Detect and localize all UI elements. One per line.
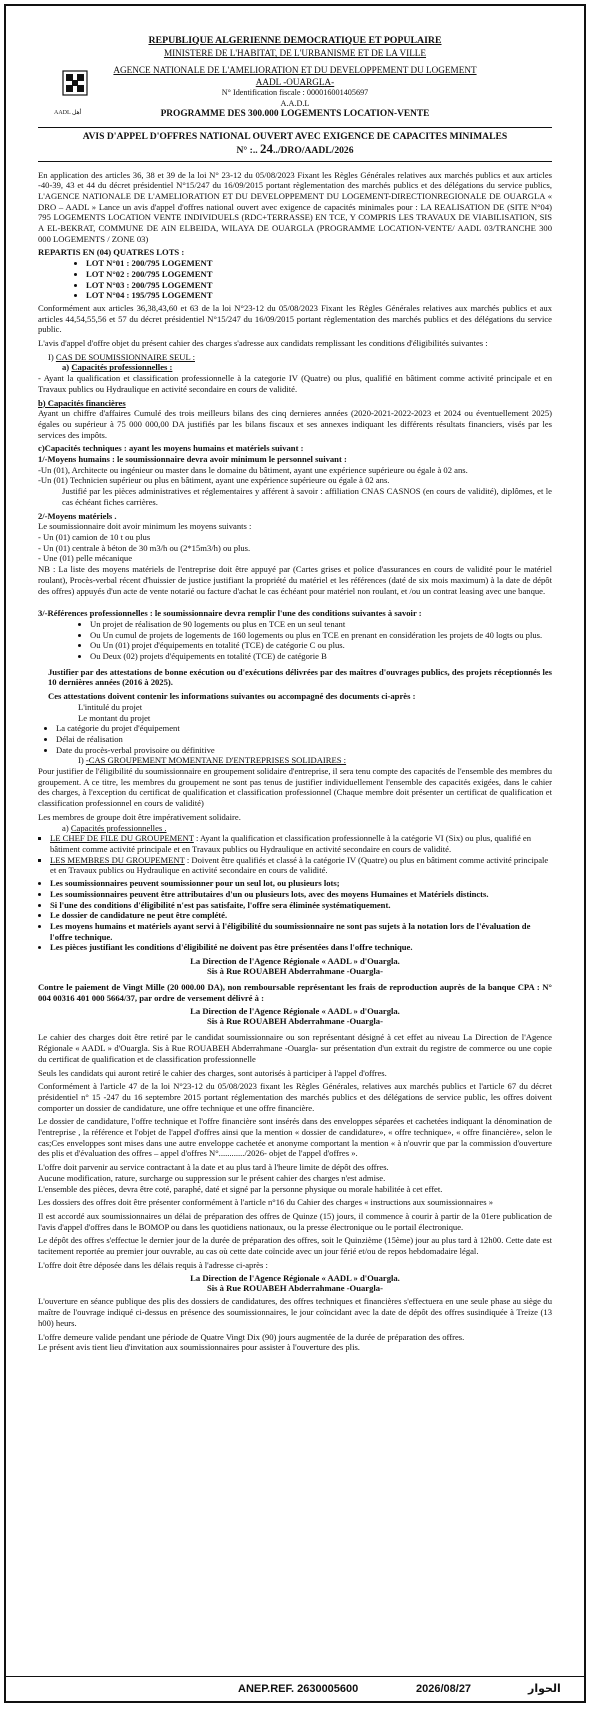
lots-heading: REPARTIS EN (04) QUATRES LOTS : xyxy=(38,247,185,258)
newspaper-name: الحوار xyxy=(528,1683,561,1695)
notice-number-value: 24 xyxy=(260,140,274,156)
membres-item xyxy=(50,855,552,876)
cas2-paragraph: Pour justifier de l'éligibilité du soumissionnaire en groupement solidaire d'entreprise, il sera tenu compte des capacités de l'ensemble des membres du groupement. A ce titre, les membres du groupement ne sont pas tenus de justifier individuellement l'ensemble des capacités exigées, dans le cahier des charges, à l'exception du certificat de qualification et classification professionnel (Chaque membre doit présenter un certificat de qualification et classification professionnel en cours de validité) xyxy=(38,766,552,809)
lot-item: • LOT N°03 : 200/795 LOGEMENT xyxy=(86,280,552,291)
moyens-materiels-title: 2/-Moyens matériels . xyxy=(38,510,117,521)
validite-line: L'offre demeure valide pendant une période de Quatre Vingt Dix (90) jours augmentée de la durée de préparation des offres. xyxy=(38,1331,465,1342)
present-line: Le présent avis tient lieu d'invitation aux soumissionnaires pour assister à l'ouverture des plis. xyxy=(38,1342,360,1353)
aadl-logo-icon xyxy=(62,70,88,104)
parvenir-line: L'offre doit parvenir au service contractant à la date et au plus tard à l'heure limite de dépôt des offres. xyxy=(38,1162,389,1173)
cas1-capacites-fin-text: Ayant un chiffre d'affaires Cumulé des trois meilleurs bilans des cinq dernieres années (2020-2021-2022-2023 et 2024 ou éventuellement 2025) égales ou supérieur à 75 000 000,00 DA justifiés par les bilans fiscaux et ses annexes indiquant les différents résultats financiers, visés par les services des impôts. xyxy=(38,408,552,440)
moyens-humains-item: -Un (01) Technicien supérieur ou plus en bâtiment, ayant une expérience supérieure ou égale à 02 ans. xyxy=(38,475,390,486)
intro-paragraph: En application des articles 36, 38 et 39 de la loi N° 23-12 du 05/08/2023 Fixant les Règles Générales relatives aux marchés publics et aux articles -40-39, 43 et 44 du décret présidentiel N°15/247 du 16/09/2015 portant règlementation des marchés publics et des délégations du service publics, L'AGENCE NATIONALE DE L'AMELIORATION ET DU DEVELOPPEMENT DU LOGEMENT-DIRECTIONREGIONALE DE OUARGLA « DRO – AADL » Lance un avis d'appel d'offres national ouvert avec exigence de capacités minimales pour : LA REALISATION DE (SITE N°04) 795 LOGEMENTS LOCATION VENTE INDIVIDUELS (RDC+TERRASSE) EN TCE, Y COMPRIS LES TRAVAUX DE VIABILISATION, SIS A EL-BEKRAT, COMMUNE DE AIN ELBEIDA, WILAYA DE OUARGLA (PROGRAMME LOCATION-VENTE/ AADL 03/TRANCHE 300 000 LOGEMENTS / ZONE 03) xyxy=(38,169,552,244)
attestations-title: Ces attestations doivent contenir les informations suivantes ou accompagné des documents ci-après : xyxy=(48,691,416,702)
aucune-line: Aucune modification, rature, surcharge ou suppression sur le présent cahier des charges n'est admise. xyxy=(38,1172,386,1183)
reference-item: • Ou Un cumul de projets de logements de 160 logements ou plus en TCE en prenant en considération les projets de 40 logts ou plus. xyxy=(90,630,552,641)
references-title: 3/-Références professionnelles : le soumissionnaire devra remplir l'une des conditions suivantes à savoir : xyxy=(38,608,422,619)
chef-de-file-label: LE CHEF DE FILE DU GROUPEMENT xyxy=(50,833,194,844)
chef-de-file-item xyxy=(50,833,552,854)
cas2-heading: I) -CAS GROUPEMENT MOMENTANE D'ENTREPRISES SOLIDAIRES : xyxy=(78,755,347,766)
cas1-title: CAS DE SOUMISSIONNAIRE SEUL : xyxy=(55,351,195,362)
address-line: Sis à Rue ROUABEH Abderrahmane -Ouargla- xyxy=(207,966,383,977)
seuls-paragraph: Seuls les candidats qui auront retiré le cahier des charges, sont autorisés à participer à l'appel d'offres. xyxy=(38,1067,387,1078)
moyens-materiels-intro: Le soumissionnaire doit avoir minimum les moyens suivants : xyxy=(38,521,252,532)
lot-item: • LOT N°02 : 200/795 LOGEMENT xyxy=(86,269,552,280)
republic-title: REPUBLIQUE ALGERIENNE DEMOCRATIQUE ET POPULAIRE xyxy=(148,35,442,46)
attestations-list xyxy=(38,723,552,755)
agency-subtitle: AADL -OUARGLA- xyxy=(255,77,335,87)
moyens-humains-item: -Un (01), Architecte ou ingénieur ou master dans le domaine du bâtiment, ayant une expérience supérieure ou égale à 02 ans. xyxy=(38,464,468,475)
cas1-capacites-pro-text: - Ayant la qualification et classification professionnelle à la categorie IV (Quatre) ou plus, qualifié en bâtiment comme activité principale et en Travaux publics ou Hydraulique en activité secondaire en cours de validité. xyxy=(38,373,552,394)
deposee-line: L'offre doit être déposée dans les délais requis à l'adresse ci-après : xyxy=(38,1259,268,1270)
attestation-item: • La catégorie du projet d'équipement xyxy=(56,723,552,734)
anep-reference: ANEP.REF. 2630005600 xyxy=(238,1683,359,1695)
logo-caption: AADL أهل xyxy=(54,110,82,116)
publication-date: 2026/08/27 xyxy=(416,1683,472,1695)
rule-item: • Les soumissionnaires peuvent être attributaires d'un ou plusieurs lots, avec des moyens Humaines et Matériels distincts. xyxy=(50,889,552,900)
cas1-heading: I) CAS DE SOUMISSIONNAIRE SEUL : xyxy=(48,351,195,362)
cas1-capacites-pro: a) Capacités professionnelles : xyxy=(62,362,173,373)
address-line: Sis à Rue ROUABEH Abderrahmane -Ouargla- xyxy=(207,1016,383,1027)
notice-title-box xyxy=(38,127,552,162)
dossiers16-paragraph: Les dossiers des offres doit être présenter conformément à l'article n°16 du Cahier des charges « instructions aux soumissionnaires » xyxy=(38,1197,494,1208)
lot-item: • LOT N°04 : 195/795 LOGEMENT xyxy=(86,290,552,301)
rule-item: • Le dossier de candidature ne peut être complété. xyxy=(50,910,552,921)
attestation-item: Le montant du projet xyxy=(78,712,151,723)
attestation-item: • Délai de réalisation xyxy=(56,734,552,745)
address-line: La Direction de l'Agence Régionale « AADL » d'Ouargla. xyxy=(190,1006,400,1017)
rules-list xyxy=(38,878,552,953)
cas1-capacites-pro-label: Capacités professionnelles : xyxy=(71,362,173,373)
ouverture-paragraph: L'ouverture en séance publique des plis des dossiers de candidatures, des offres techniques et financières s'effectuera en une seule phase au siège du maître de l'ouvrage indiqué ci-dessus en présence des soumissionnaires, le jour coïncidant avec la date de dépôt des offres susindiquée à Treize (13 h00) heurs. xyxy=(38,1296,552,1328)
ministry-title: MINISTERE DE L'HABITAT, DE L'URBANISME ET DE LA VILLE xyxy=(163,48,427,58)
nb-paragraph: NB : La liste des moyens matériels de l'entreprise doit être appuyé par (Cartes grises et police d'assurances en cours de validité pour le matériel roulant), Procès-verbal récent d'huissier de justice justifiant la propriété du matériel et les références (daté de six mois maximum) à la date de dépôt des offres) appuyés d'un acte de vente notarié ou facture d'achat le cas échéant pour matériel non roulant, et /ou un contrat leasing avec une banque. xyxy=(38,564,552,596)
moyens-materiels-item: - Une (01) pelle mécanique xyxy=(38,553,133,564)
address-line: La Direction de l'Agence Régionale « AADL » d'Ouargla. xyxy=(190,956,400,967)
groupement-list xyxy=(38,833,552,876)
notice-title: AVIS D'APPEL D'OFFRES NATIONAL OUVERT AVEC EXIGENCE DE CAPACITES MINIMALES xyxy=(82,130,508,142)
cas2-capacites-pro: a) Capacités professionnelles . xyxy=(62,822,167,833)
ensemble-line: L'ensemble des pièces, devra être coté, paraphé, daté et signé par la personne physique ou morale habilitée à cet effet. xyxy=(38,1183,443,1194)
lot-item: • LOT N°01 : 200/795 LOGEMENT xyxy=(86,258,552,269)
address-line: Sis à Rue ROUABEH Abderrahmane -Ouargla- xyxy=(207,1283,383,1294)
attestation-item: • Date du procès-verbal provisoire ou définitive xyxy=(56,745,552,756)
notice-number-prefix: N° :.. xyxy=(236,144,258,156)
cas2-title: -CAS GROUPEMENT MOMENTANE D'ENTREPRISES SOLIDAIRES : xyxy=(85,755,347,766)
conformement-47-paragraph: Conformément à l'article 47 de la loi N°23-12 du 05/08/2023 fixant les Règles Générales, relatives aux marchés publics et l'article 67 du décret présidentiel n° 15 -247 du 16 septembre 2015 portant réglementation des marchés publics et des délégations de service public, les offres doivent comporter un dossier de candidature, une offre technique et une offre financière. xyxy=(38,1081,552,1113)
chef-de-file-text: : Ayant la qualification et classification professionnelle à la catégorie VI (Six) ou plus, qualifié en bâtiment comme activité principale et en Travaux publics ou Hydraulique en activité secondaire en cours de validité. xyxy=(50,833,532,854)
rule-item: • Les moyens humains et matériels ayant servi à l'éligibilité du soumissionnaire ne sont pas sujets à la notation lors de l'évaluation de l'offre technique. xyxy=(50,921,552,942)
tender-notice-page xyxy=(4,4,586,1703)
aadl-label: A.A.D.L xyxy=(280,98,310,108)
notice-number-suffix: ../DRO/AADL/2026 xyxy=(273,144,354,156)
depot-paragraph: Le dépôt des offres s'effectue le dernier jour de la durée de préparation des offres, soit le Quinzième (15ème) jour au plus tard à 12h00. Cette date est tacitement reportée au premier jour ouvrable, au cas où cette date coïncide avec un jour férié et/ou de repos hebdomadaire légal. xyxy=(38,1235,552,1257)
reference-item: • Ou Un (01) projet d'équipements en totalité (TCE) de catégorie C ou plus. xyxy=(90,640,552,651)
references-list xyxy=(38,619,552,662)
footer-bar xyxy=(6,1676,584,1701)
reference-item: • Ou Deux (02) projets d'équipements en totalité (TCE) de catégorie B xyxy=(90,651,552,662)
address-block-2 xyxy=(38,1006,552,1026)
paiement-paragraph: Contre le paiement de Vingt Mille (20 000.00 DA), non remboursable représentant les frais de reproduction auprès de la banque CPA : N° 004 00316 401 000 5664/37, par ordre de versement délivré à : xyxy=(38,982,552,1003)
fiscal-id: N° Identification fiscale : 000016001405697 xyxy=(221,88,369,97)
notice-number xyxy=(38,140,552,157)
cas2-capacites-pro-label: Capacités professionnelles . xyxy=(70,822,167,833)
cas2-membres: Les membres de groupe doit être impérativement solidaire. xyxy=(38,811,241,822)
moyens-materiels-item: - Un (01) centrale à béton de 30 m3/h ou (2*15m3/h) ou plus. xyxy=(38,542,251,553)
moyens-humains-title: 1/-Moyens humains : le soumissionnaire devra avoir minimum le personnel suivant : xyxy=(38,454,347,465)
moyens-humains-justif: Justifié par les pièces administratives et réglementaires y afférent à savoir : affiliation CNAS CASNOS (en cours de validité), diplômes, et le cas échéant fiches carrières. xyxy=(62,486,552,507)
agency-title: AGENCE NATIONALE DE L'AMELIORATION ET DU DEVELOPPEMENT DU LOGEMENT xyxy=(113,65,477,75)
rule-item: • Les soumissionnaires peuvent soumissionner pour un seul lot, ou plusieurs lots; xyxy=(50,878,552,889)
programme-title: PROGRAMME DES 300.000 LOGEMENTS LOCATION-VENTE xyxy=(160,109,430,119)
rule-item: • Les pièces justifiant les conditions d'éligibilité ne doivent pas être présentées dans l'offre technique. xyxy=(50,942,552,953)
conformement-paragraph: Conformément aux articles 36,38,43,60 et 63 de la loi N°23-12 du 05/08/2023 Fixant les Règles Générales relatives aux marchés publics et aux articles 44,54,55,56 et 57 du décret présidentiel N°15/247 du 16/09/2015 portant règlementation des marchés publics et des délégations du service public. xyxy=(38,302,552,335)
address-block-1 xyxy=(38,956,552,976)
cahier-paragraph: Le cahier des charges doit être retiré par le candidat soumissionnaire ou son représentant désigné à cet effet au niveau La Direction de l'Agence Régionale « AADL » d'Ouargla. Sis à Rue ROUABEH Abderrahmane -Ouargla- sur présentation d'un extrait du registre de commerce ou une copie du certificat de qualification et de classification professionnelle xyxy=(38,1032,552,1064)
membres-text: : Doivent être qualifiés et classé à la catégorie IV (Quatre) ou plus en bâtiment comme activité principale et en Travaux publics ou Hydraulique en activité secondaire en cours de validité. xyxy=(50,854,549,876)
attestation-item: L'intitulé du projet xyxy=(78,701,143,712)
membres-label: LES MEMBRES DU GROUPEMENT xyxy=(50,854,185,865)
cas1-capacites-fin: b) Capacités financières xyxy=(38,397,126,408)
reference-item: • Un projet de réalisation de 90 logements ou plus en TCE en un seul tenant xyxy=(90,619,552,630)
dossier-paragraph: Le dossier de candidature, l'offre technique et l'offre financière sont insérés dans des enveloppes séparées et cachetées indiquant la dénomination de l'entreprise , la référence et l'objet de l'appel d'offres ainsi que la mention « dossier de candidature», « offre technique», « offre financière», selon le cas;Ces enveloppes sont mises dans une autre enveloppe cachetée et anonyme comportant la mention « à n'ouvrir que par la commission d'ouverture des plis et d'évaluation des offres – appel d'offres N°............/2026- objet de l'appel d'offres ». xyxy=(38,1116,552,1159)
delai-paragraph: Il est accordé aux soumissionnaires un délai de préparation des offres de Quinze (15) jours, il commence à courir à partir de la 01ere publication de l'avis d'appel d'offres dans le BOMOP ou dans les quotidiens nationaux, ou la presse électronique ou le portail électronique. xyxy=(38,1210,552,1232)
lots-list xyxy=(38,258,552,301)
moyens-materiels-item: - Un (01) camion de 10 t ou plus xyxy=(38,532,151,542)
rule-item: • Si l'une des conditions d'éligibilité n'est pas satisfaite, l'offre sera éliminée systématiquement. xyxy=(50,900,552,911)
address-block-3 xyxy=(38,1273,552,1293)
eligibility-intro: L'avis d'appel d'offre objet du présent cahier des charges s'adresse aux candidats remplissant les conditions d'éligibilités suivantes : xyxy=(38,338,488,349)
address-line: La Direction de l'Agence Régionale « AADL » d'Ouargla. xyxy=(190,1273,400,1284)
cas1-capacites-tech: c)Capacités techniques : ayant les moyens humains et matériels suivant : xyxy=(38,443,304,454)
justifier-paragraph: Justifier par des attestations de bonne exécution ou d'exécutions délivrées par des maîtres d'ouvrages publics, des projets réceptionnés les 10 dernières années (2016 à 2025). xyxy=(48,666,552,688)
